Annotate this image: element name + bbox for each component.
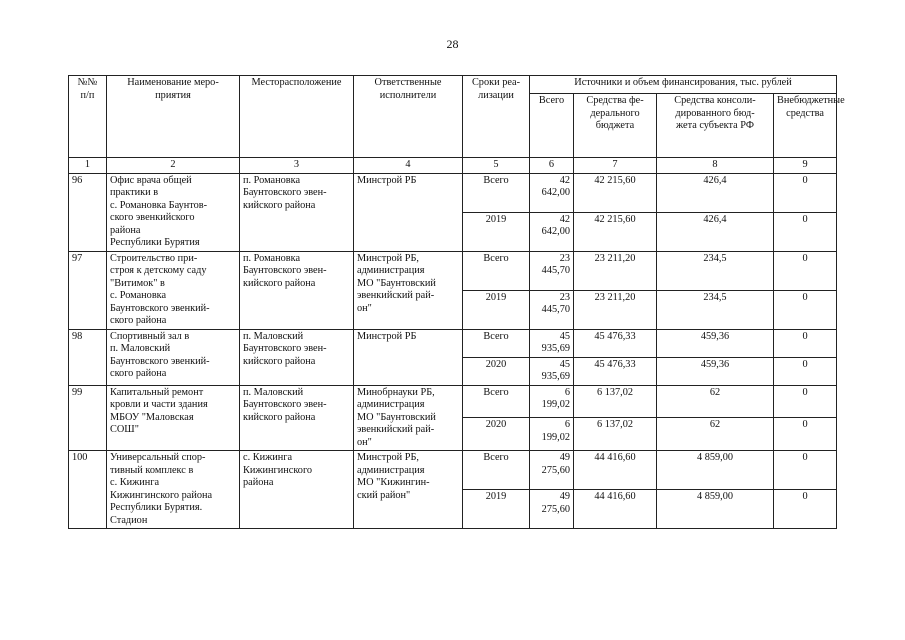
extrabudget-cell: 0 [774, 357, 837, 385]
activity-name-cell: Капитальный ремонт кровли и части здания МБОУ "Маловская СОШ" [107, 385, 240, 451]
total-cell: 6 199,02 [530, 385, 574, 418]
column-number: 3 [240, 158, 354, 174]
federal-cell: 23 211,20 [574, 290, 657, 329]
period-cell: 2020 [463, 357, 530, 385]
location-cell: п. Романовка Баунтовского эвен- кийского района [240, 173, 354, 251]
location-cell: п. Романовка Баунтовского эвен- кийского района [240, 251, 354, 329]
column-number: 6 [530, 158, 574, 174]
extrabudget-cell: 0 [774, 173, 837, 212]
total-cell: 49 275,60 [530, 451, 574, 490]
location-cell: п. Маловский Баунтовского эвен- кийского района [240, 385, 354, 451]
total-cell: 45 935,69 [530, 329, 574, 357]
consolidated-cell: 426,4 [657, 173, 774, 212]
header-federal: Средства фе- дерального бюджета [574, 94, 657, 158]
total-cell: 23 445,70 [530, 290, 574, 329]
location-cell: с. Кижинга Кижингинского района [240, 451, 354, 529]
extrabudget-cell: 0 [774, 490, 837, 529]
consolidated-cell: 234,5 [657, 290, 774, 329]
federal-cell: 42 215,60 [574, 212, 657, 251]
period-cell: Всего [463, 173, 530, 212]
table-body [69, 76, 845, 529]
header-row [69, 76, 837, 94]
page-number: 28 [446, 37, 459, 51]
federal-cell: 44 416,60 [574, 451, 657, 490]
header-period: Сроки реа- лизации [463, 76, 530, 158]
period-cell: 2019 [463, 490, 530, 529]
consolidated-cell: 4 859,00 [657, 490, 774, 529]
column-number: 2 [107, 158, 240, 174]
total-cell: 42 642,00 [530, 212, 574, 251]
period-cell: 2019 [463, 290, 530, 329]
responsible-cell: Минстрой РБ, администрация МО "Кижингин- ский район" [354, 451, 463, 529]
federal-cell: 42 215,60 [574, 173, 657, 212]
column-number: 9 [774, 158, 837, 174]
consolidated-cell: 62 [657, 385, 774, 418]
column-number: 8 [657, 158, 774, 174]
period-cell: 2020 [463, 418, 530, 451]
federal-cell: 23 211,20 [574, 251, 657, 290]
table-row [69, 385, 837, 418]
column-number: 1 [69, 158, 107, 174]
responsible-cell: Минстрой РБ [354, 329, 463, 385]
header-name: Наименование меро- приятия [107, 76, 240, 158]
row-number-cell: 97 [69, 251, 107, 329]
column-number: 5 [463, 158, 530, 174]
consolidated-cell: 62 [657, 418, 774, 451]
extrabudget-cell: 0 [774, 212, 837, 251]
extrabudget-cell: 0 [774, 451, 837, 490]
location-cell: п. Маловский Баунтовского эвен- кийского района [240, 329, 354, 385]
period-cell: Всего [463, 329, 530, 357]
row-number-cell: 99 [69, 385, 107, 451]
row-number-cell: 96 [69, 173, 107, 251]
consolidated-cell: 459,36 [657, 357, 774, 385]
period-cell: Всего [463, 251, 530, 290]
federal-cell: 44 416,60 [574, 490, 657, 529]
row-number-cell: 100 [69, 451, 107, 529]
total-cell: 42 642,00 [530, 173, 574, 212]
extrabudget-cell: 0 [774, 290, 837, 329]
consolidated-cell: 426,4 [657, 212, 774, 251]
column-number-row [69, 158, 837, 174]
responsible-cell: Минобрнауки РБ, администрация МО "Баунтовский эвенкийский рай- он" [354, 385, 463, 451]
header-total: Всего [530, 94, 574, 158]
total-cell: 45 935,69 [530, 357, 574, 385]
activity-name-cell: Офис врача общей практики в с. Романовка Баунтов- ского эвенкийского района Республики Бурятия [107, 173, 240, 251]
table-row [69, 173, 837, 212]
responsible-cell: Минстрой РБ [354, 173, 463, 251]
period-cell: Всего [463, 385, 530, 418]
consolidated-cell: 459,36 [657, 329, 774, 357]
period-cell: Всего [463, 451, 530, 490]
header-responsible: Ответственные исполнители [354, 76, 463, 158]
federal-cell: 6 137,02 [574, 385, 657, 418]
consolidated-cell: 234,5 [657, 251, 774, 290]
extrabudget-cell: 0 [774, 251, 837, 290]
header-location: Месторасположение [240, 76, 354, 158]
table-row [69, 329, 837, 357]
financing-table [68, 75, 845, 529]
header-sources: Источники и объем финансирования, тыс. рублей [530, 76, 837, 94]
activity-name-cell: Строительство при- строя к детскому саду "Витимок" в с. Романовка Баунтовского эвенкий- ского района [107, 251, 240, 329]
total-cell: 6 199,02 [530, 418, 574, 451]
federal-cell: 6 137,02 [574, 418, 657, 451]
period-cell: 2019 [463, 212, 530, 251]
extrabudget-cell: 0 [774, 385, 837, 418]
extrabudget-cell: 0 [774, 329, 837, 357]
consolidated-cell: 4 859,00 [657, 451, 774, 490]
total-cell: 49 275,60 [530, 490, 574, 529]
header-num: №№ п/п [69, 76, 107, 158]
table-row [69, 451, 837, 490]
activity-name-cell: Универсальный спор- тивный комплекс в с. Кижинга Кижингинского района Республики Бурятия. Стадион [107, 451, 240, 529]
responsible-cell: Минстрой РБ, администрация МО "Баунтовский эвенкийский рай- он" [354, 251, 463, 329]
federal-cell: 45 476,33 [574, 357, 657, 385]
table-row [69, 251, 837, 290]
row-number-cell: 98 [69, 329, 107, 385]
header-extrabudget: Внебюджетные средства [774, 94, 837, 158]
column-number: 4 [354, 158, 463, 174]
total-cell: 23 445,70 [530, 251, 574, 290]
extrabudget-cell: 0 [774, 418, 837, 451]
header-consolidated: Средства консоли- дированного бюд- жета субъекта РФ [657, 94, 774, 158]
activity-name-cell: Спортивный зал в п. Маловский Баунтовского эвенкий- ского района [107, 329, 240, 385]
federal-cell: 45 476,33 [574, 329, 657, 357]
column-number: 7 [574, 158, 657, 174]
